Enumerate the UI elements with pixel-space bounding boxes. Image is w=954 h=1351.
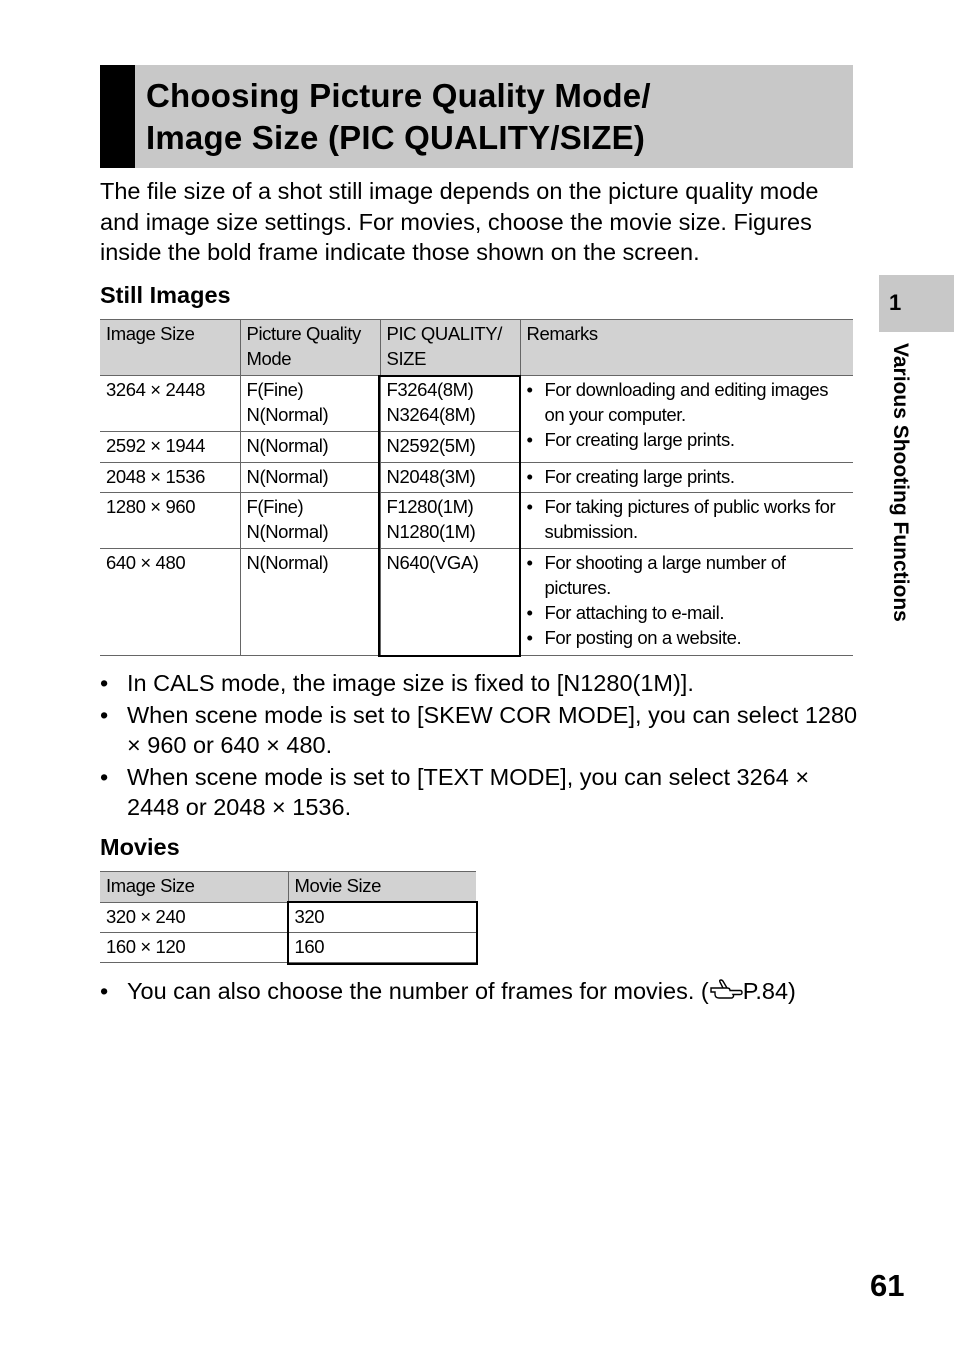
note-item: • When scene mode is set to [TEXT MODE], you can select 3264 × 2448 or 2048 × 1536. — [100, 762, 860, 823]
header-remarks: Remarks — [520, 320, 853, 376]
title-line-2: Image Size (PIC QUALITY/SIZE) — [146, 119, 646, 156]
cell-remarks — [520, 376, 853, 463]
remark-item: • For posting on a website. — [527, 625, 848, 650]
remark-item: • For creating large prints. — [527, 427, 848, 452]
table-header-row — [100, 320, 853, 376]
page-title — [146, 75, 651, 159]
remark-item: • For taking pictures of public works for submission. — [527, 494, 848, 544]
cell-size: 2048 × 1536 — [100, 463, 240, 493]
note-item: • When scene mode is set to [SKEW COR MODE], you can select 1280 × 960 or 640 × 480. — [100, 700, 860, 761]
table-row — [100, 376, 853, 432]
cell-remarks — [520, 493, 853, 549]
cell-remarks — [520, 549, 853, 656]
cell-remarks — [520, 463, 853, 493]
chapter-tab — [879, 275, 954, 332]
cell-mode: N(Normal) — [240, 549, 380, 656]
cell-pic-quality: N2048(3M) — [380, 463, 520, 493]
header-quality-mode: Picture Quality Mode — [240, 320, 380, 376]
hand-pointer-icon — [709, 979, 743, 1001]
cell-mode: F(Fine) N(Normal) — [240, 493, 380, 549]
remark-item: • For creating large prints. — [527, 464, 848, 489]
header-movie-size: Movie Size — [288, 872, 476, 903]
intro-paragraph: The file size of a shot still image depends on the picture quality mode and image size settings. For movies, choose the movie size. Figures inside the bold frame indicate those shown on the screen. — [100, 178, 819, 265]
table-row — [100, 903, 476, 933]
movies-table — [100, 871, 476, 963]
chapter-label — [884, 343, 914, 688]
remark-item: • For attaching to e-mail. — [527, 600, 848, 625]
movies-notes-list — [100, 976, 890, 1008]
cell-size: 640 × 480 — [100, 549, 240, 656]
table-row — [100, 463, 853, 493]
still-images-heading: Still Images — [100, 282, 231, 308]
cell-pic-quality: F3264(8M) N3264(8M) — [380, 376, 520, 432]
cell-mode: N(Normal) — [240, 463, 380, 493]
cell-size: 1280 × 960 — [100, 493, 240, 549]
table-row — [100, 493, 853, 549]
cell-size: 3264 × 2448 — [100, 376, 240, 432]
header-image-size: Image Size — [100, 320, 240, 376]
header-image-size: Image Size — [100, 872, 288, 903]
cell-movie-size: 160 — [288, 933, 476, 963]
cell-pic-quality: N2592(5M) — [380, 432, 520, 463]
table-row — [100, 933, 476, 963]
cell-size: 2592 × 1944 — [100, 432, 240, 463]
chapter-number: 1 — [889, 290, 902, 315]
cell-pic-quality: F1280(1M) N1280(1M) — [380, 493, 520, 549]
notes-list — [100, 668, 860, 824]
note-item: • You can also choose the number of frames for movies. ( P.84) — [100, 976, 890, 1007]
cell-size: 320 × 240 — [100, 903, 288, 933]
title-line-1: Choosing Picture Quality Mode/ — [146, 77, 651, 114]
cell-mode: F(Fine) N(Normal) — [240, 376, 380, 432]
remark-item: • For downloading and editing images on your computer. — [527, 377, 848, 427]
title-bar — [100, 65, 853, 168]
header-pic-quality: PIC QUALITY/ SIZE — [380, 320, 520, 376]
page-reference-link[interactable]: P.84) — [742, 978, 796, 1004]
title-accent — [100, 65, 135, 168]
movies-heading: Movies — [100, 834, 180, 860]
cell-pic-quality: N640(VGA) — [380, 549, 520, 656]
cell-size: 160 × 120 — [100, 933, 288, 963]
still-images-table — [100, 319, 853, 656]
cell-movie-size: 320 — [288, 903, 476, 933]
table-row — [100, 549, 853, 656]
table-header-row — [100, 872, 476, 903]
note-item: • In CALS mode, the image size is fixed to [N1280(1M)]. — [100, 668, 860, 699]
cell-mode: N(Normal) — [240, 432, 380, 463]
chapter-label-text: Various Shooting Functions — [889, 343, 912, 622]
remark-item: • For shooting a large number of pictures. — [527, 550, 848, 600]
page-number: 61 — [870, 1268, 905, 1303]
